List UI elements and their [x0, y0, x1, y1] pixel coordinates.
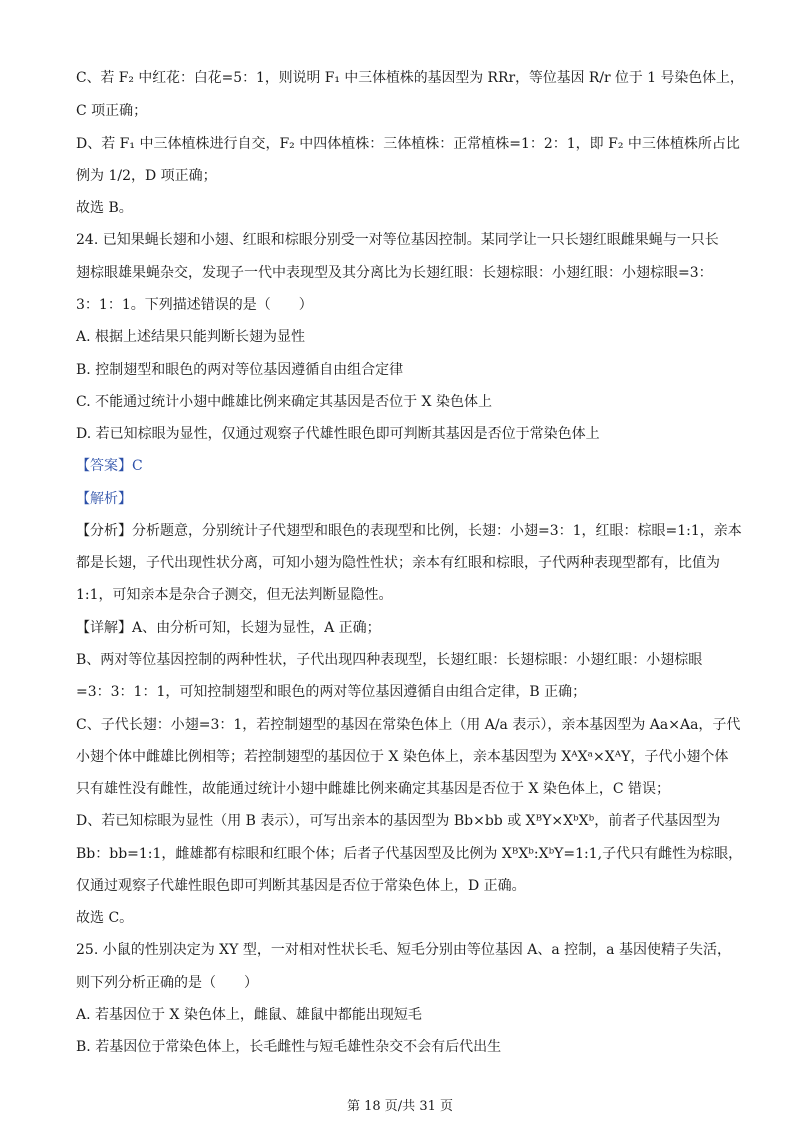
detail-d: D、若已知棕眼为显性（用 B 表示），可写出亲本的基因型为 Bb×bb 或 XᴮY×XᵇXᵇ，前者子代基因型为 [76, 813, 721, 829]
analysis-text: 【分析】分析题意，分别统计子代翅型和眼色的表现型和比例，长翅：小翅=3：1，红眼：棕眼=1:1，亲本 [76, 523, 742, 539]
question-24-stem-cont: 翅棕眼雄果蝇杂交，发现子一代中表现型及其分离比为长翅红眼：长翅棕眼：小翅红眼：小翅棕眼=3： [76, 265, 713, 281]
question-24-stem-end: 3：1：1。下列描述错误的是（ ） [76, 297, 313, 313]
detail-d-cont: Bb：bb=1:1，雌雄都有棕眼和红眼个体；后者子代基因型及比例为 XᴮXᵇ:XᵇY=1:1,子代只有雌性为棕眼， [76, 846, 743, 862]
page-footer: 第 18 页/共 31 页 [347, 1099, 453, 1114]
text-line-d-option-explain: D、若 F₁ 中三体植株进行自交，F₂ 中四体植株：三体植株：正常植株=1：2：1，即 F₂ 中三体植株所占比 [76, 136, 740, 152]
question-24-option-d: D. 若已知棕眼为显性，仅通过观察子代雄性眼色即可判断其基因是否位于常染色体上 [76, 426, 600, 442]
question-25-option-a: A. 若基因位于 X 染色体上，雌鼠、雄鼠中都能出现短毛 [76, 1007, 422, 1023]
text-line-c-option-explain: C、若 F₂ 中红花：白花=5：1，则说明 F₁ 中三体植株的基因型为 RRr，等位基因 R/r 位于 1 号染色体上， [76, 70, 744, 86]
question-25-stem: 25. 小鼠的性别决定为 XY 型，一对相对性状长毛、短毛分别由等位基因 A、a 控制，a 基因使精子失活， [76, 942, 731, 958]
question-24-option-a: A. 根据上述结果只能判断长翅为显性 [76, 329, 306, 345]
detail-a: 【详解】A、由分析可知，长翅为显性，A 正确； [76, 620, 381, 636]
question-24-option-b: B. 控制翅型和眼色的两对等位基因遵循自由组合定律 [76, 362, 404, 378]
detail-c-cont: 小翅个体中雌雄比例相等；若控制翅型的基因位于 X 染色体上，亲本基因型为 XᴬXᵃ×XᴬY，子代小翅个体 [76, 749, 729, 765]
text-line: C 项正确； [76, 103, 148, 119]
detail-b-cont: =3：3：1：1，可知控制翅型和眼色的两对等位基因遵循自由组合定律，B 正确； [76, 684, 587, 700]
analysis-label: 【解析】 [76, 491, 132, 507]
analysis-text-cont: 都是长翅，子代出现性状分离，可知小翅为隐性性状；亲本有红眼和棕眼，子代两种表现型都有，比值为 [76, 555, 720, 571]
detail-c-end: 只有雄性没有雌性，故能通过统计小翅中雌雄比例来确定其基因是否位于 X 染色体上，C 错误； [76, 781, 671, 797]
text-line: 例为 1/2，D 项正确； [76, 168, 217, 184]
answer-choice-line: 故选 B。 [76, 200, 133, 216]
answer-choice-line: 故选 C。 [76, 910, 134, 926]
detail-b: B、两对等位基因控制的两种性状，子代出现四种表现型，长翅红眼：长翅棕眼：小翅红眼：小翅棕眼 [76, 652, 703, 668]
question-24-stem: 24. 已知果蝇长翅和小翅、红眼和棕眼分别受一对等位基因控制。某同学让一只长翅红眼雌果蝇与一只长 [76, 232, 719, 248]
detail-d-end: 仅通过观察子代雄性眼色即可判断其基因是否位于常染色体上，D 正确。 [76, 878, 526, 894]
answer-label: 【答案】C [76, 458, 143, 474]
question-25-stem-end: 则下列分析正确的是（ ） [76, 975, 258, 991]
analysis-text-end: 1:1，可知亲本是杂合子测交，但无法判断显隐性。 [76, 587, 393, 603]
detail-c: C、子代长翅：小翅=3：1，若控制翅型的基因在常染色体上（用 A/a 表示），亲本基因型为 Aa×Aa，子代 [76, 717, 741, 733]
question-24-option-c: C. 不能通过统计小翅中雌雄比例来确定其基因是否位于 X 染色体上 [76, 394, 492, 410]
question-25-option-b: B. 若基因位于常染色体上，长毛雌性与短毛雄性杂交不会有后代出生 [76, 1039, 502, 1055]
